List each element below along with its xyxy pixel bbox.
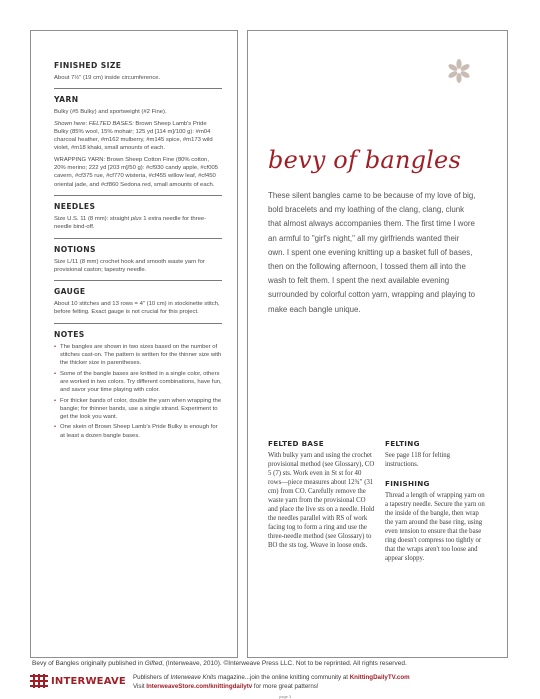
- publisher-text-a: Publishers of: [133, 674, 171, 681]
- publisher-text-b: magazine...join the online knitting community at: [216, 674, 350, 681]
- gauge-section: [54, 287, 222, 317]
- finished-size-heading: FINISHED SIZE: [54, 61, 122, 70]
- needles-text-plus: plus: [130, 215, 142, 222]
- felting-text: See page 118 for felting instructions.: [385, 452, 451, 469]
- divider: [54, 323, 222, 324]
- divider: [54, 195, 222, 196]
- yarn-heading: YARN: [54, 95, 79, 105]
- needles-text-a: Size U.S. 11 (8 mm): straight: [54, 215, 131, 222]
- needles-text: [54, 215, 222, 232]
- finishing-heading: FINISHING: [385, 479, 430, 489]
- page-number: page 3: [279, 694, 292, 699]
- felting-heading: FELTING: [385, 439, 420, 448]
- list-item: [54, 423, 222, 440]
- interweave-logo-icon: [30, 674, 48, 688]
- copyright-credit: [32, 660, 508, 667]
- needles-heading: NEEDLES: [54, 201, 96, 211]
- notes-heading: NOTES: [54, 329, 85, 339]
- yarn-felted-detail: Brown Sheep Lamb's Pride Bulky (85% wool, 15% mohair; 125 yd [114 m]/100 g): #m04 charcoal heather, #m162 mulberry, #m145 spice, #m173 wild violet, #m18 khaki, small amounts of each.: [54, 120, 213, 152]
- store-text-a: Visit: [133, 683, 147, 690]
- felted-base-heading: FELTED BASE: [268, 439, 324, 448]
- yarn-section: [54, 95, 222, 189]
- felted-base-text: With bulky yarn and using the crochet provisional method (see Glossary), CO 5 (7) sts. Work even in St st for 40 rows—piece measures about 12¾" (31 cm) from CO. Carefully remove the waste yarn from the provisional CO and place the live sts on a needle. Hold the needles parallel with RS of work facing tog to form a ring and use the three-needle method (see Glossary) to BO the sts tog. Weave in loose ends.: [268, 452, 375, 550]
- pattern-title: bevy of bangles: [268, 146, 461, 174]
- notions-heading: NOTIONS: [54, 244, 96, 254]
- gauge-text: About 10 stitches and 13 rows = 4" (10 cm) in stockinette stitch, before felting. Exact gauge is not crucial for this project.: [54, 301, 220, 316]
- store-text-b: for more great patterns!: [252, 683, 319, 690]
- credit-book-title: Gifted: [144, 660, 163, 667]
- yarn-felted-label: Shown here: FELTED BASES:: [54, 120, 134, 127]
- page-footer: [30, 660, 508, 699]
- divider: [54, 238, 222, 239]
- footer-brand-row: [30, 673, 508, 699]
- finished-size-section: [54, 61, 222, 82]
- interweave-store-link[interactable]: InterweaveStore.com/knittingdailytv: [146, 683, 253, 690]
- flower-icon: [446, 58, 472, 84]
- materials-column: [54, 61, 222, 444]
- credit-text-b: , (Interweave, 2010). ©Interweave Press LLC. Not to be reprinted. All rights reserved.: [162, 660, 407, 667]
- yarn-weight-text: Bulky (#5 Bulky) and sportweight (#2 Fine).: [54, 109, 167, 116]
- felted-base-column: [268, 439, 375, 551]
- brand-name: INTERWEAVE: [51, 675, 126, 687]
- divider: [54, 280, 222, 281]
- instructions-panel: [247, 30, 508, 658]
- store-line: [133, 683, 319, 690]
- bullet-icon: •: [54, 370, 57, 377]
- note-text: One skein of Brown Sheep Lamb's Pride Bulky is enough for at least a dozen bangle bases.: [60, 424, 218, 439]
- yarn-felted-text: [54, 120, 222, 153]
- bullet-icon: •: [54, 343, 57, 350]
- finishing-text: Thread a length of wrapping yarn on a tapestry needle. Secure the yarn on the inside of the bangle, then wrap the yarn around the base ring, using even tension to ensure that the base ring doesn't compress too tightly or that the wraps aren't too loose and appear sloppy.: [385, 492, 485, 563]
- felting-finishing-column: [385, 439, 485, 563]
- materials-panel: [30, 30, 238, 658]
- notions-section: [54, 245, 222, 275]
- notions-text: Size L/11 (8 mm) crochet hook and smooth waste yarn for provisional caston; tapestry needle.: [54, 258, 205, 273]
- credit-text-a: Bevy of Bangles originally published in: [32, 660, 145, 667]
- divider: [54, 88, 222, 89]
- note-text: The bangles are shown in two sizes based on the number of stitches cast-on. The pattern is written for the thinner size with the thicker size in parentheses.: [60, 343, 222, 367]
- notes-list: [54, 343, 222, 440]
- note-text: Some of the bangle bases are knitted in a single color, others are worked in two colors. Try different combinations, have fun, and savor your time playing with color.: [60, 370, 222, 394]
- finished-size-text: About 7½" (19 cm) inside circumference.: [54, 75, 161, 81]
- list-item: [54, 343, 222, 368]
- notes-section: [54, 330, 222, 440]
- intro-paragraph: These silent bangles came to be because of my love of big, bold bracelets and my loathing of the clang, clang, clunk that almost always accompanies them. The first time I wore an armful to "girl's night," all my girlfriends wanted their own. I spent one evening knitting up a basket full of bases, then on the following afternoon, I tossed them all into the wash to felt them. I spent the next available evening surrounded by colorful cotton yarn, wrapping and playing to make each bangle unique.: [268, 191, 476, 314]
- magazine-name: Interweave Knits: [170, 674, 217, 681]
- needles-text-b: 1 extra needle for three-needle bind-off.: [54, 215, 207, 231]
- bullet-icon: •: [54, 397, 57, 404]
- gauge-heading: GAUGE: [54, 287, 86, 297]
- yarn-wrapping-text: WRAPPING YARN: Brown Sheep Cotton Fine (80% cotton, 20% merino; 222 yd [203 m]/50 g): #cf930 candy apple, #cf005 cavern, #cf375 rue, #cf770 wisteria, #cf455 willow leaf, #cf450 oriental jade, and #cf860 Sedona red, small amounts of each.: [54, 156, 219, 188]
- interweave-logo[interactable]: [30, 673, 126, 689]
- publisher-line: [133, 674, 410, 681]
- list-item: [54, 370, 222, 395]
- knitting-daily-link[interactable]: KnittingDailyTV.com: [349, 674, 410, 681]
- note-text: For thicker bands of color, double the yarn when wrapping the bangle; for thinner bands, use a single strand. Experiment to get the look you want.: [60, 397, 222, 421]
- needles-section: [54, 202, 222, 232]
- list-item: [54, 397, 222, 422]
- bullet-icon: •: [54, 424, 57, 431]
